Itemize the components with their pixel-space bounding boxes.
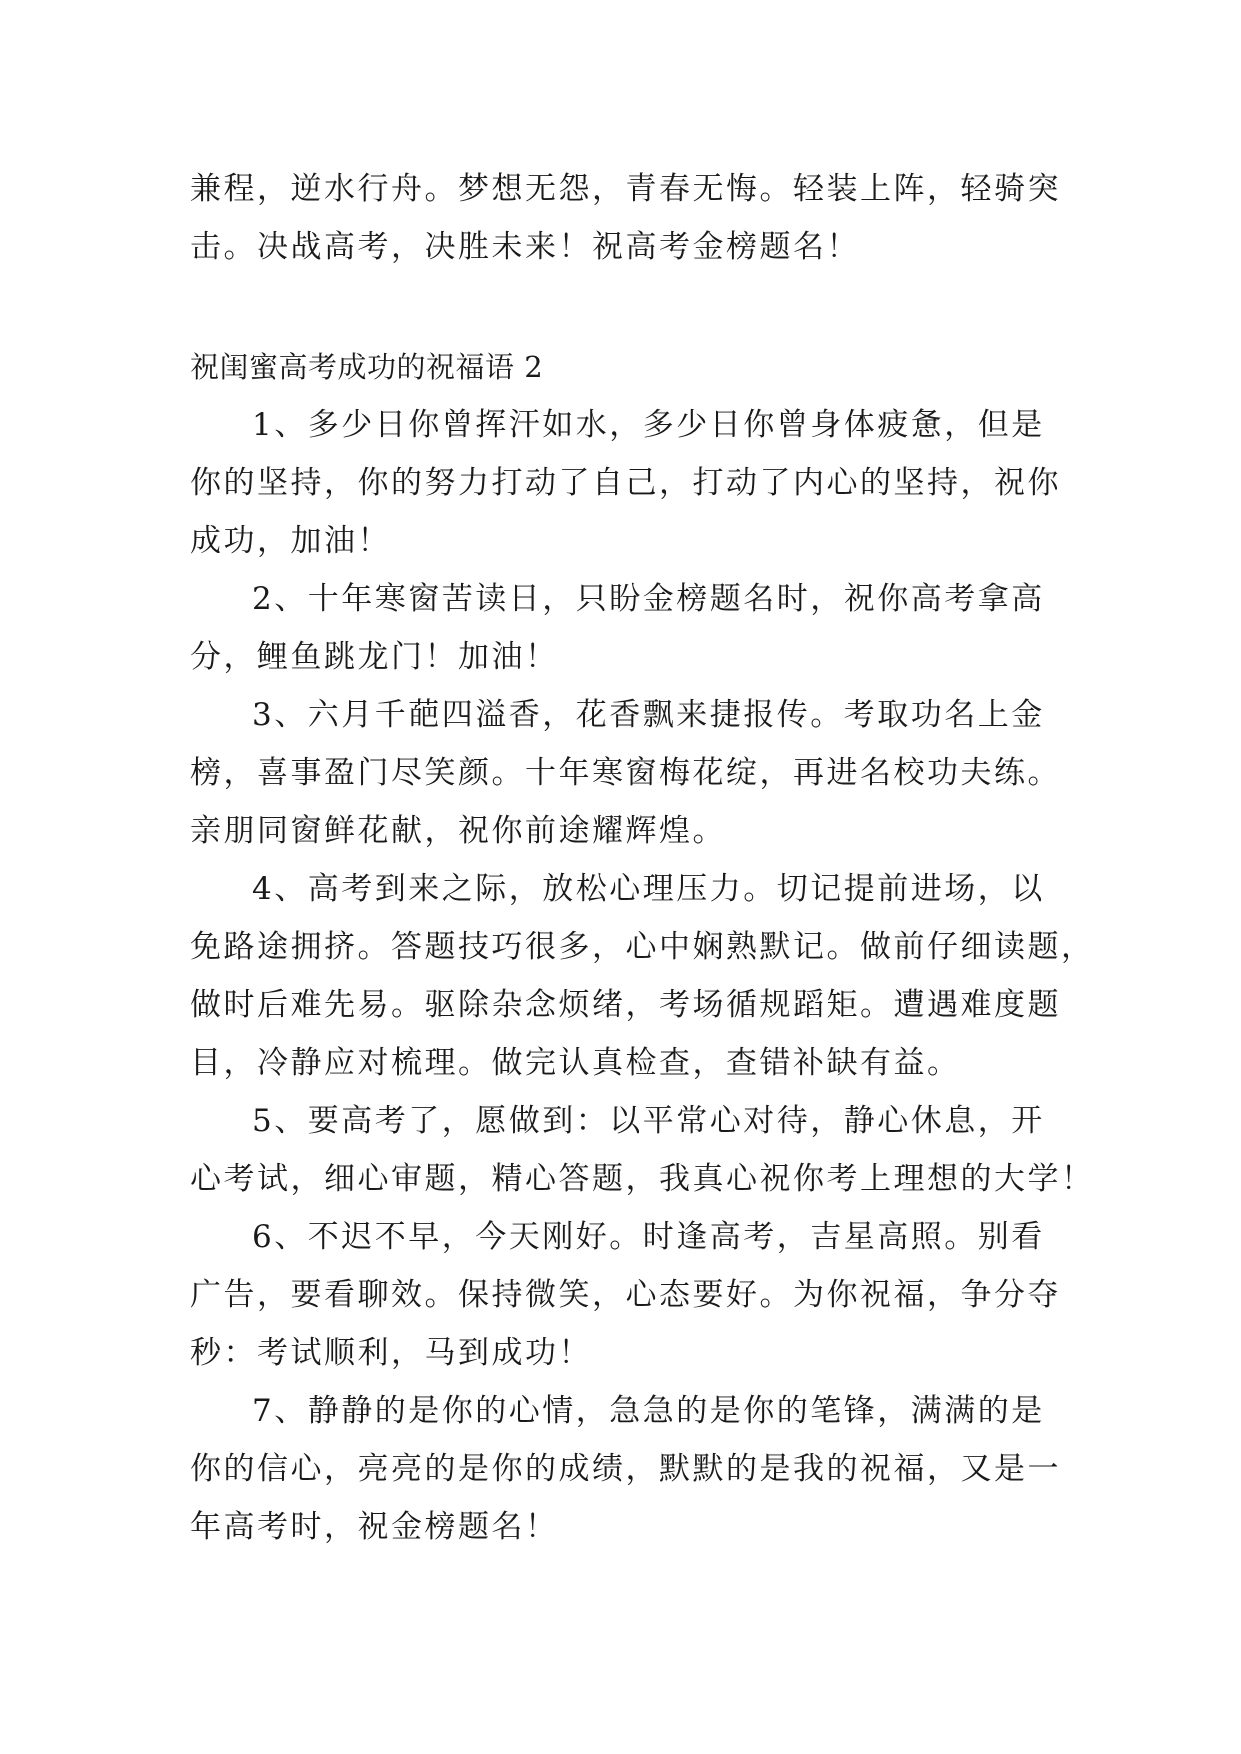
paragraph-line: 成功，加油！	[190, 523, 391, 559]
list-item	[190, 1092, 1095, 1208]
intro-line: 兼程，逆水行舟。梦想无怨，青春无悔。轻装上阵，轻骑突	[190, 171, 1061, 207]
section-heading: 祝闺蜜高考成功的祝福语 2	[190, 350, 544, 384]
paragraph-line: 1、多少日你曾挥汗如水，多少日你曾身体疲惫，但是	[252, 407, 1045, 443]
paragraph-line: 7、静静的是你的心情，急急的是你的笔锋，满满的是	[252, 1393, 1045, 1429]
paragraph-line: 广告，要看聊效。保持微笑，心态要好。为你祝福，争分夺	[190, 1277, 1061, 1313]
paragraph-line: 2、十年寒窗苦读日，只盼金榜题名时，祝你高考拿高	[252, 581, 1045, 617]
paragraph-spacer	[190, 276, 1060, 338]
paragraph-line: 分，鲤鱼跳龙门！加油！	[190, 639, 559, 675]
paragraph-line: 6、不迟不早，今天刚好。时逢高考，吉星高照。别看	[252, 1219, 1045, 1255]
paragraph-line: 3、六月千葩四溢香，花香飘来捷报传。考取功名上金	[252, 697, 1045, 733]
list-item	[190, 570, 1060, 686]
list-item	[190, 1382, 1060, 1556]
paragraph-line: 5、要高考了，愿做到：以平常心对待，静心休息，开	[252, 1103, 1045, 1139]
paragraph-line: 你的坚持，你的努力打动了自己，打动了内心的坚持，祝你	[190, 465, 1061, 501]
paragraph-line: 你的信心，亮亮的是你的成绩，默默的是我的祝福，又是一	[190, 1451, 1061, 1487]
document-body	[190, 160, 1095, 1556]
paragraph-line: 目，冷静应对梳理。做完认真检查，查错补缺有益。	[190, 1045, 961, 1081]
paragraph-line: 榜，喜事盈门尽笑颜。十年寒窗梅花绽，再进名校功夫练。	[190, 755, 1061, 791]
paragraph-line: 秒：考试顺利，马到成功！	[190, 1335, 592, 1371]
paragraph-line: 心考试，细心审题，精心答题，我真心祝你考上理想的大学！	[190, 1161, 1095, 1197]
paragraph-line: 免路途拥挤。答题技巧很多，心中娴熟默记。做前仔细读题，	[190, 929, 1095, 965]
list-item	[190, 396, 1060, 570]
intro-line: 击。决战高考，决胜未来！祝高考金榜题名！	[190, 229, 860, 265]
list-item	[190, 1208, 1060, 1382]
paragraph-line: 年高考时，祝金榜题名！	[190, 1509, 559, 1545]
paragraph-line: 亲朋同窗鲜花献，祝你前途耀辉煌。	[190, 813, 726, 849]
paragraph-line: 4、高考到来之际，放松心理压力。切记提前进场，以	[252, 871, 1045, 907]
list-item	[190, 686, 1060, 860]
paragraph-line: 做时后难先易。驱除杂念烦绪，考场循规蹈矩。遭遇难度题	[190, 987, 1061, 1023]
list-item	[190, 860, 1095, 1092]
